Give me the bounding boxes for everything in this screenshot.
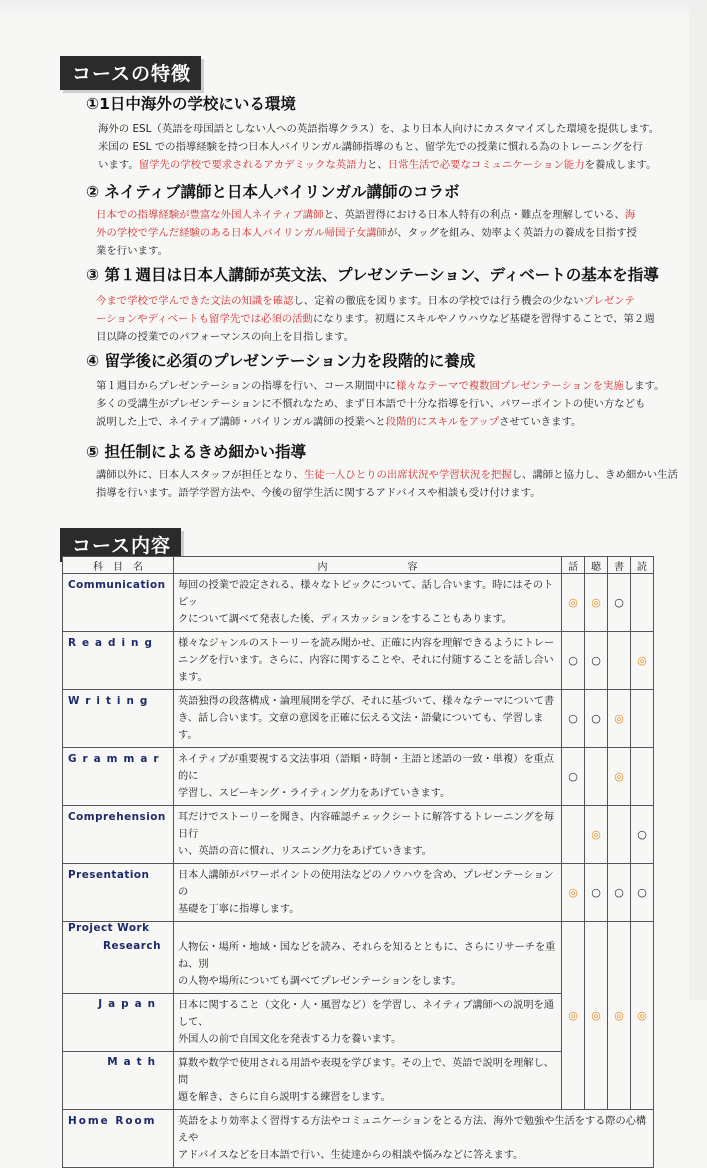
table-row [63, 806, 654, 864]
page-top-edge [0, 0, 707, 20]
content-line: 日本に関すること（文化・人・風習など）を学習し、ネイティブ講師への説明を通して、 [178, 1000, 554, 1028]
highlight-text: 日本での指導経験が豊富な外国人ネイティブ講師 [96, 209, 324, 221]
mark-speak: ◎ [562, 574, 585, 632]
body-text: 目以降の授業でのパフォーマンスの向上を目指します。 [96, 331, 355, 343]
mark-listen: ○ [585, 632, 608, 690]
body-text: 講師以外に、日本人スタッフが担任となり、 [96, 469, 304, 481]
mark-read [631, 748, 654, 806]
highlight-text: 今まで学校で学んできた文法の知識を確認 [96, 295, 294, 307]
content-line: 算数や数学で使用される用語や表現を学びます。その上で、英語で説明を理解し、問 [178, 1058, 554, 1086]
content-line: 人物伝・場所・地域・国などを読み、それらを知るとともに、さらにリサーチを重ね、別 [178, 942, 556, 970]
content-line: 英語をより効率よく習得する方法やコミュニケーションをとる方法、海外で勉強や生活をする際の心構えや [178, 1116, 647, 1144]
feature-line [96, 206, 637, 224]
content-line: 基礎を丁寧に指導します。 [178, 904, 300, 915]
mark-speak: ◎ [562, 864, 585, 922]
content-cell [174, 864, 562, 922]
feature-body-2 [96, 206, 637, 260]
mark-speak [562, 806, 585, 864]
subject-cell: Presentation [63, 864, 174, 922]
feature-line [96, 377, 664, 395]
mark-read: ◎ [631, 922, 654, 1110]
mark-listen: ○ [585, 690, 608, 748]
body-text: になります。初週にスキルやノウハウなど基礎を習得することで、第２週 [312, 313, 655, 325]
feature-title-2: ② ネイティブ講師と日本人バイリンガル講師のコラボ [86, 183, 460, 201]
table-row [63, 574, 654, 632]
project-sub-content [174, 936, 562, 994]
body-text: 米国の ESL での指導経験を持つ日本人バイリンガル講師指導のもと、留学先での授業に慣れる為のトレーニングを行 [98, 141, 643, 153]
project-sub-content [174, 1052, 562, 1110]
feature-body-4 [96, 377, 664, 431]
body-text: 説明した上で、ネイティブ講師・バイリンガル講師の授業へと [96, 416, 386, 428]
content-cell [174, 690, 562, 748]
highlight-text: 外の学校で学んだ経験のある日本人バイリンガル帰国子女講師 [96, 227, 387, 239]
content-line: 学習し、スピーキング・ライティング力をあげていきます。 [178, 788, 451, 799]
content-line: 日本人講師がパワーポイントの使用法などのノウハウを含め、プレゼンテーションの [178, 870, 554, 898]
table-row [63, 748, 654, 806]
mark-speak: ○ [562, 748, 585, 806]
feature-line [96, 413, 664, 431]
body-text: が、タッグを組み、効率よく英語力の養成を目指す授 [386, 227, 637, 239]
mark-listen [585, 748, 608, 806]
feature-body-5 [96, 466, 678, 502]
feature-line [98, 156, 659, 174]
feature-title-4: ④ 留学後に必須のプレゼンテーション力を段階的に養成 [86, 352, 476, 370]
homeroom-subject: Home Room [63, 1110, 174, 1168]
mark-speak: ○ [562, 690, 585, 748]
highlight-text: 生徒一人ひとりの出席状況や学習状況を把握 [303, 469, 512, 481]
mark-write: ◎ [608, 690, 631, 748]
subject-cell: Communication [63, 574, 174, 632]
header-content: 内 容 [174, 557, 562, 574]
header-speak: 話 [562, 557, 585, 574]
body-text: と、 [367, 159, 388, 171]
feature-line [98, 138, 659, 156]
content-line: ニングを行います。さらに、内容に関することや、それに付随することを話し合います。 [178, 655, 554, 683]
mark-write [608, 806, 631, 864]
mark-read: ○ [631, 806, 654, 864]
feature-line [96, 310, 655, 328]
mark-speak: ◎ [562, 922, 585, 1110]
mark-read [631, 690, 654, 748]
project-sub-subject: Research [63, 936, 174, 994]
mark-write: ◎ [608, 922, 631, 1110]
header-read: 読 [631, 557, 654, 574]
content-line: 様々なジャンルのストーリーを読み聞かせ、正確に内容を理解できるようにトレー [178, 638, 555, 649]
body-text: と、英語習得における日本人特有の利点・難点を理解している、 [323, 209, 625, 221]
mark-listen: ◎ [585, 574, 608, 632]
feature-line [96, 242, 637, 260]
mark-write: ○ [608, 574, 631, 632]
content-line: き、話し合います。文章の意図を正確に伝える文法・語彙についても、学習します。 [178, 713, 544, 741]
content-cell [174, 806, 562, 864]
page-right-edge [689, 0, 707, 1000]
project-sub-content [174, 994, 562, 1052]
mark-write: ◎ [608, 748, 631, 806]
body-text: し、講師と協力し、きめ細かい生活 [511, 469, 678, 481]
homeroom-content [174, 1110, 654, 1168]
highlight-text: プレゼンテ [583, 295, 636, 307]
subject-cell: Reading [63, 632, 174, 690]
feature-line [96, 224, 637, 242]
header-listen: 聴 [585, 557, 608, 574]
mark-read [631, 574, 654, 632]
body-text: 指導を行います。語学学習方法や、今後の留学生活に関するアドバイスや相談も受け付けます。 [96, 487, 541, 499]
body-text: し、定着の徹底を図ります。日本の学校では行う機会の少ない [293, 295, 584, 307]
content-line: 英語独得の段落構成・論理展開を学び、それに基づいて、様々なテーマについて書 [178, 696, 555, 707]
mark-listen: ○ [585, 864, 608, 922]
body-text: を養成します。 [584, 159, 657, 171]
project-sub-subject: Math [63, 1052, 174, 1110]
table-row [63, 632, 654, 690]
subject-cell: Comprehension [63, 806, 174, 864]
project-work-spacer [174, 922, 562, 937]
mark-speak: ○ [562, 632, 585, 690]
content-line: ネイティブが重要視する文法事項（語順・時制・主語と述語の一致・単複）を重点的に [178, 754, 554, 782]
section-header-features: コースの特徴 [60, 56, 201, 90]
project-work-label: Project Work [63, 922, 174, 937]
body-text: 第１週目からプレゼンテーションの指導を行い、コース期間中に [96, 380, 396, 392]
feature-title-5: ⑤ 担任制によるきめ細かい指導 [86, 443, 307, 461]
highlight-text: 日常生活で必要なコミュニケーション能力 [387, 159, 585, 171]
content-line: アドバイスなどを日本語で行い、生徒達からの相談や悩みなどに答えます。 [178, 1150, 524, 1161]
content-cell [174, 748, 562, 806]
project-sub-subject: Japan [63, 994, 174, 1052]
subject-cell: Writing [63, 690, 174, 748]
content-line: 外国人の前で自国文化を発表する力を養います。 [178, 1034, 402, 1045]
content-line: 毎回の授業で設定される、様々なトピックについて、話し合います。時にはそのトピッ [178, 580, 554, 608]
highlight-text: 様々なテーマで複数回プレゼンテーションを実施 [395, 380, 624, 392]
body-text: します。 [623, 380, 665, 392]
table-row [63, 690, 654, 748]
mark-read: ○ [631, 864, 654, 922]
subject-cell: Grammar [63, 748, 174, 806]
highlight-text: 海 [624, 209, 636, 221]
body-text: 海外の ESL（英語を母国語としない人への英語指導クラス）を、より日本人向けにカスタマイズした環境を提供します。 [98, 123, 660, 135]
feature-line [96, 466, 678, 484]
project-work-row [63, 922, 654, 937]
content-line: 耳だけでストーリーを聞き、内容確認チェックシートに解答するトレーニングを毎日行 [178, 812, 555, 840]
mark-listen: ◎ [585, 806, 608, 864]
content-line: の人物や場所についても調べてプレゼンテーションをします。 [178, 976, 462, 987]
body-text: させていきます。 [499, 416, 582, 428]
content-line: クについて調べて発表した後、ディスカッションをすることもあります。 [178, 614, 513, 625]
feature-body-1 [98, 120, 659, 174]
header-write: 書 [608, 557, 631, 574]
homeroom-row [63, 1110, 654, 1168]
body-text: 業を行います。 [96, 245, 168, 257]
table-row [63, 864, 654, 922]
mark-write [608, 632, 631, 690]
feature-title-3: ③ 第１週目は日本人講師が英文法、プレゼンテーション、ディベートの基本を指導 [86, 266, 659, 284]
highlight-text: ーションやディベートも留学先では必須の活動 [96, 313, 313, 325]
body-text: います。 [98, 159, 139, 171]
content-line: い、英語の音に慣れ、リスニング力をあげていきます。 [178, 846, 433, 857]
feature-line [96, 484, 678, 502]
mark-read: ◎ [631, 632, 654, 690]
feature-body-3 [96, 292, 655, 346]
section-header-course-content: コース内容 [60, 528, 181, 562]
mark-write: ○ [608, 864, 631, 922]
feature-line [96, 395, 664, 413]
content-line: 題を解き、さらに自ら説明する練習をします。 [178, 1092, 391, 1103]
header-subject: 科 目 名 [63, 557, 174, 574]
highlight-text: 留学先の学校で要求されるアカデミックな英語力 [138, 159, 368, 171]
content-cell [174, 574, 562, 632]
feature-line [96, 328, 655, 346]
course-content-table [62, 556, 654, 1168]
table-header-row [63, 557, 654, 574]
mark-listen: ◎ [585, 922, 608, 1110]
body-text: 多くの受講生がプレゼンテーションに不慣れなため、まず日本語で十分な指導を行い、パワーポイントの使い方なども [96, 398, 646, 410]
content-cell [174, 632, 562, 690]
highlight-text: 段階的にスキルをアップ [385, 416, 500, 428]
feature-line [98, 120, 659, 138]
feature-line [96, 292, 655, 310]
feature-title-1: ①1日中海外の学校にいる環境 [86, 95, 296, 113]
